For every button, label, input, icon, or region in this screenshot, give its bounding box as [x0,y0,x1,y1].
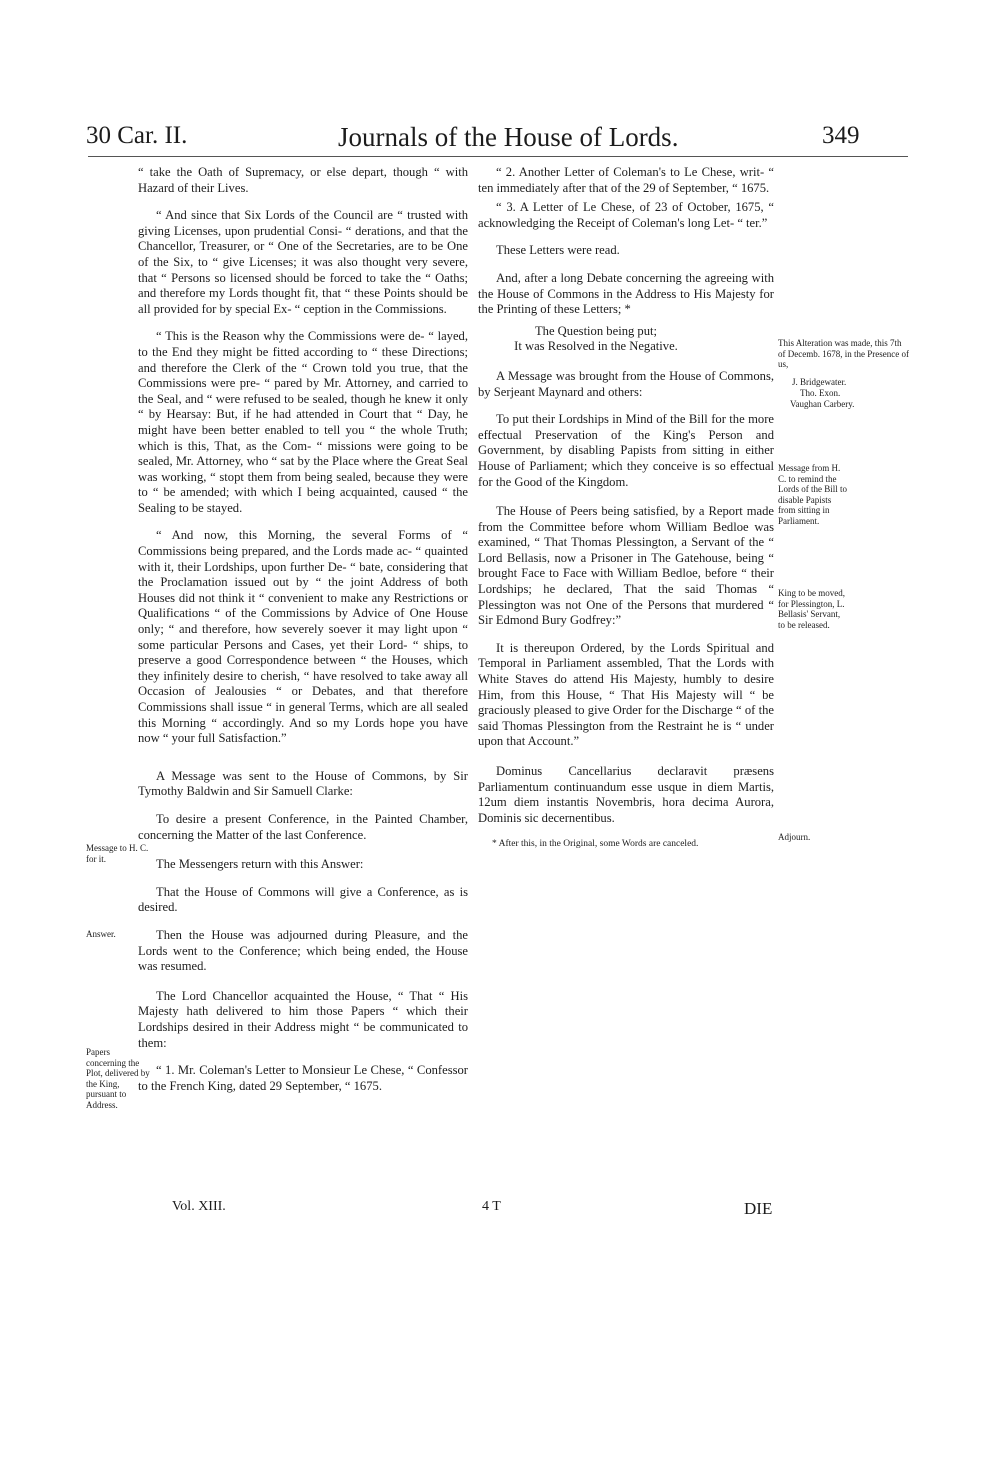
paragraph: “ 3. A Letter of Le Chese, of 23 of October, 1675, “ acknowledging the Receipt of Coleman's long Let- “ ter.” [478,200,774,230]
paragraph: “ take the Oath of Supremacy, or else depart, though “ with Hazard of their Lives. [138,165,468,195]
margin-note-alteration: This Alteration was made, this 7th of Decemb. 1678, in the Presence of us, [778,338,909,369]
paragraph: The Messengers return with this Answer: [156,857,364,872]
volume-label: Vol. XIII. [172,1199,226,1214]
paragraph: Dominus Cancellarius declaravit præsens Parliamentum continuandum esse usque in diem Martis, 12um diem instantis Novembris, hora decima Aurora, Dominis sic decernentibus. [478,764,774,825]
paragraph: “ 1. Mr. Coleman's Letter to Monsieur Le Chese, “ Confessor to the French King, dated 29 September, “ 1675. [138,1063,468,1093]
paragraph: The Lord Chancellor acquainted the House, “ That “ His Majesty hath delivered to him those Papers “ which their Lordships desired in their Address might “ be communicated to them: [138,988,468,1050]
margin-signature: J. Bridgewater. [792,377,847,387]
margin-note-answer: Answer. [86,929,116,939]
paragraph: And, after a long Debate concerning the agreeing with the House of Commons in the Address to His Majesty for the Printing of these Letters; * [478,270,774,317]
paragraph: “ And since that Six Lords of the Council are “ trusted with giving Licenses, upon prudential Consi- “ derations, and that the Chancellor, Treasurer, or “ One of the Secretaries, are to be One of the Six, to “ give Licenses; it was also thought very severe, that “ Persons so licensed should be forced to take the “ Oaths; and therefore my Lords thought fit, that “ these Points should be all provided for by special Ex- “ ception in the Commissions. [138,208,468,316]
right-column [478,165,774,862]
margin-note-message-to-hc: Message to H. C. for it. [86,843,149,864]
page-number: 349 [822,122,860,149]
margin-note-king-moved: King to be moved, for Plessington, L. Bellasis' Servant, to be released. [778,588,845,630]
margin-signature: Tho. Exon. [800,388,841,398]
paragraph: The Question being put; [534,323,658,338]
paragraph: It was Resolved in the Negative. [514,339,678,354]
paragraph: “ And now, this Morning, the several Forms of “ Commissions being prepared, and the Lords made ac- “ quainted with it, their Lordships, upon further De- “ bate, considering that the Proclamation issued out by “ the joint Address of both Houses did not think it “ convenient to make any Restrictions or Qualifications “ of the Commissions by Advice of One House only; “ and therefore, how severely soever it may light upon “ some particular Persons and Cases, yet their Lord- “ ships, to preserve a good Correspondence between “ the Houses, which they infinitely desire to cherish, “ have resolved to take away all Occasion of Jealousies “ or Debates, and that therefore Commissions shall issue “ in general Terms, which are all sealed this Morning “ accordingly. And so my Lords hope you have now “ your full Satisfaction.” [138,528,468,746]
paragraph: “ This is the Reason why the Commissions were de- “ layed, to the End they might be fitted according to “ these Directions; and therefore the Clerk of the “ Crown told you true, that the Commissions were pre- “ pared by Mr. Attorney, and carried to the Seal, and “ were refused to be sealed, though he knew it only “ by Hearsay: But, if he had attended in Court that “ Day, he might have been better enabled to tell you “ the whole Truth; which is this, That, as the Com- “ missions were going to be sealed, Mr. Attorney, who “ sat by the Place where the Great Seal was working, “ stopt them from being sealed, because they were to “ be amended; with which I being acquainted, caused “ the Sealing to be stayed. [138,329,468,515]
paragraph: These Letters were read. [496,243,620,258]
paragraph: A Message was sent to the House of Commons, by Sir Tymothy Baldwin and Sir Samuell Clarke: [138,768,468,799]
page-header-title: Journals of the House of Lords. [338,122,679,152]
header-rule [88,156,908,157]
signature-mark: 4 T [482,1199,501,1214]
margin-note-message-from-hc: Message from H. C. to remind the Lords of the Bill to disable Papists from sitting in Parliament. [778,463,847,526]
catchword: DIE [744,1199,773,1218]
paragraph: That the House of Commons will give a Conference, as is desired. [138,884,468,915]
paragraph: Then the House was adjourned during Pleasure, and the Lords went to the Conference; which being ended, the House was resumed. [138,927,468,974]
margin-note-papers: Papers concerning the Plot, delivered by the King, pursuant to Address. [86,1047,150,1110]
paragraph: It is thereupon Ordered, by the Lords Spiritual and Temporal in Parliament assembled, That the Lords with White Staves do attend His Majesty, humbly to desire Him, from this House, “ That His Majesty will “ be graciously pleased to give Order for the Discharge “ of the said Thomas Plessington from the Restraint he is “ under upon that Account.” [478,640,774,749]
footnote: * After this, in the Original, some Words are canceled. [492,839,699,850]
paragraph: The House of Peers being satisfied, by a Report made from the Committee before whom William Bedloe was examined, “ That Thomas Plessington, a Servant of the “ Lord Bellasis, now a Prisoner in The Gatehouse, being “ brought Face to Face with William Bedloe, before “ their Lordships; he declared, That the said Thomas “ Plessington was not One of the Persons that murdered “ Sir Edmond Bury Godfrey:” [478,504,774,628]
paragraph: A Message was brought from the House of Commons, by Serjeant Maynard and others: [478,368,774,399]
margin-note-adjourn: Adjourn. [778,832,811,842]
margin-signature: Vaughan Carbery. [790,399,855,409]
paragraph: To put their Lordships in Mind of the Bill for the more effectual Preservation of the King's Person and Government, by disabling Papists from sitting in either House of Parliament; which they conceive is so effectual for the Good of the Kingdom. [478,412,774,489]
paragraph: “ 2. Another Letter of Coleman's to Le Chese, writ- “ ten immediately after that of the 29 of September, “ 1675. [478,165,774,195]
page-header-left: 30 Car. II. [86,122,188,149]
paragraph: To desire a present Conference, in the Painted Chamber, concerning the Matter of the last Conference. [138,811,468,842]
left-column [138,165,468,1106]
